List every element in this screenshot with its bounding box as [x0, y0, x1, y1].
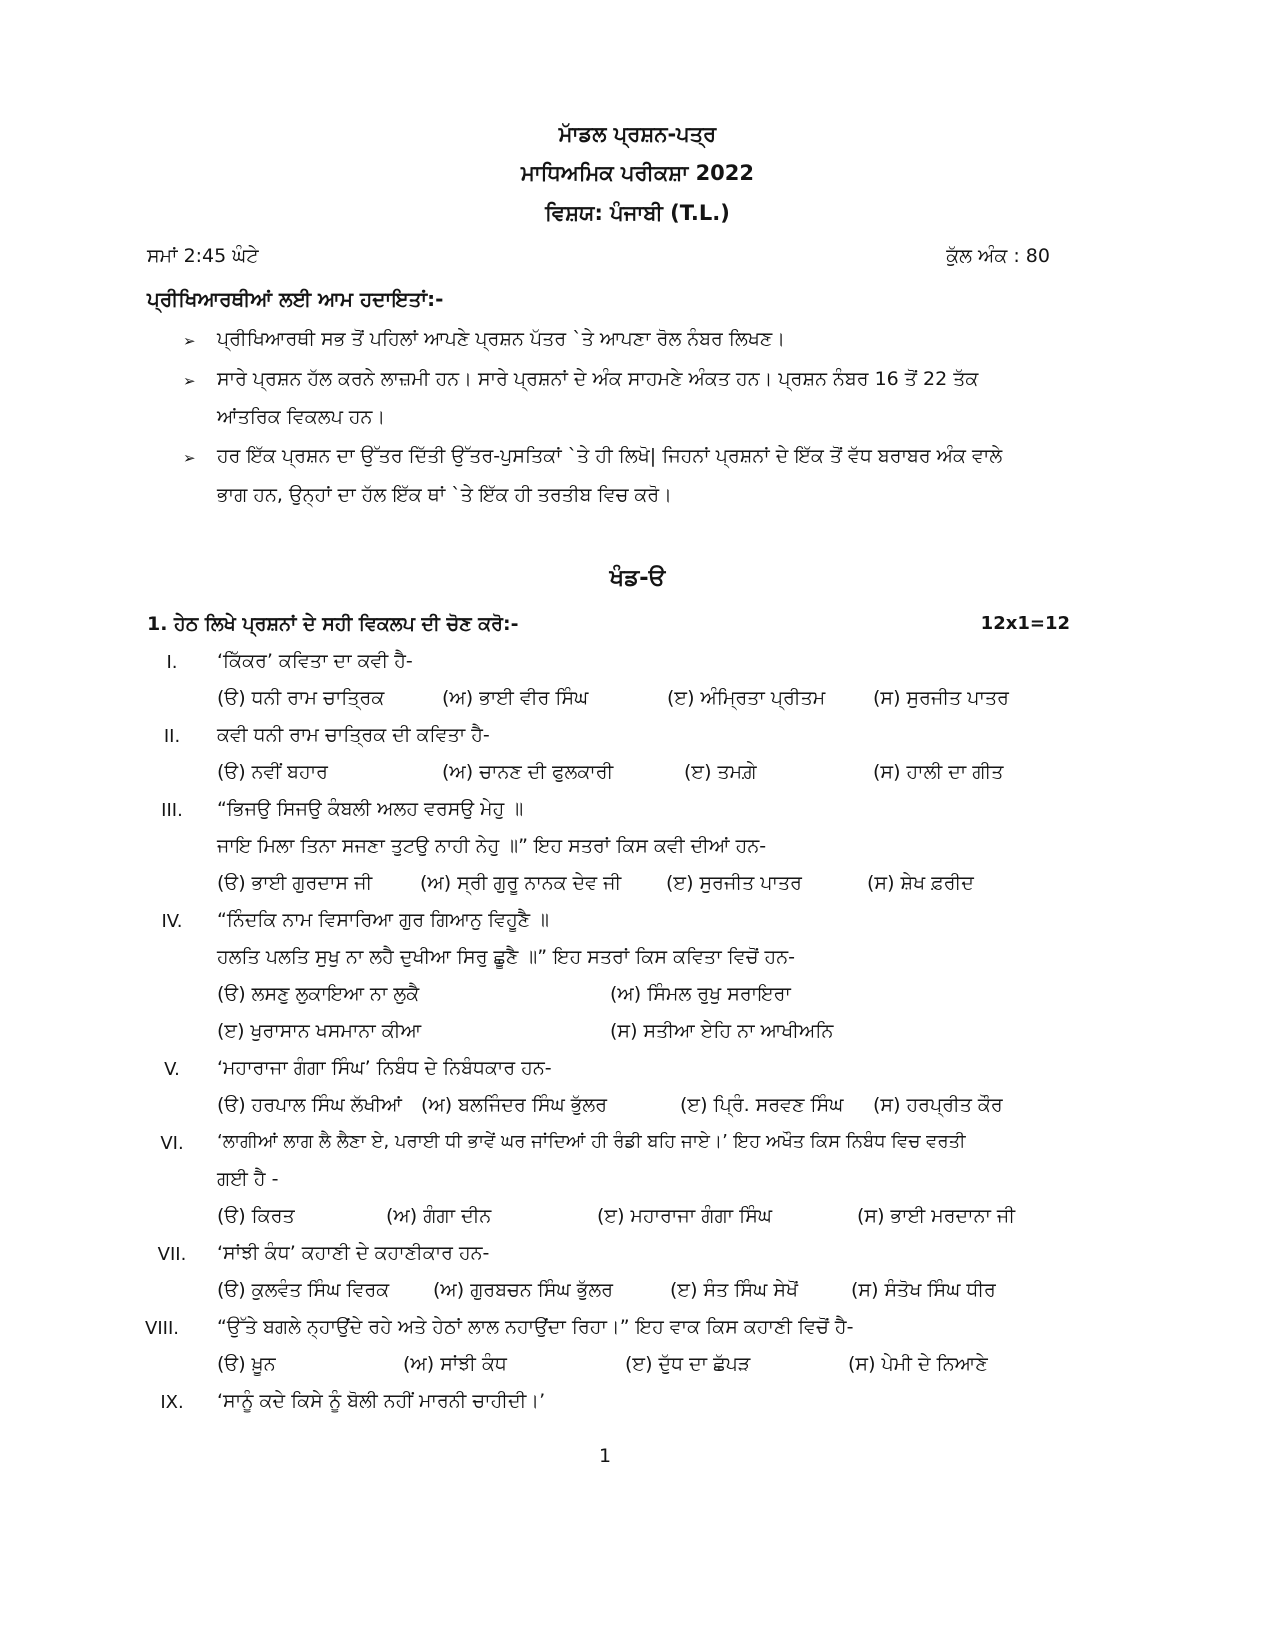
question-text-continued: ਗਈ ਹੈ - [217, 1168, 279, 1190]
option-c: (ੲ) ਤਮਗ਼ੇ [684, 761, 757, 783]
question-number: IV. [161, 911, 183, 932]
option-a: (ੳ) ਕਿਰਤ [217, 1205, 295, 1227]
option-c: (ੲ) ਖੁਰਾਸਾਨ ਖਸਮਾਨਾ ਕੀਆ [217, 1020, 422, 1042]
bullet-arrow-icon: ➢ [183, 332, 196, 350]
instruction-item: ਪ੍ਰੀਖਿਆਰਥੀ ਸਭ ਤੋਂ ਪਹਿਲਾਂ ਆਪਣੇ ਪ੍ਰਸ਼ਨ ਪੱਤਰ `ਤੇ ਆਪਣਾ ਰੋਲ ਨੰਬਰ ਲਿਖਣ। [217, 328, 786, 350]
question-number: VIII. [145, 1318, 179, 1339]
instruction-item-continued: ਭਾਗ ਹਨ, ਉਨ੍ਹਾਂ ਦਾ ਹੱਲ ਇੱਕ ਥਾਂ `ਤੇ ਇੱਕ ਹੀ ਤਰਤੀਬ ਵਿਚ ਕਰੋ। [217, 484, 672, 506]
instruction-item: ਹਰ ਇੱਕ ਪ੍ਰਸ਼ਨ ਦਾ ਉੱਤਰ ਦਿੱਤੀ ਉੱਤਰ-ਪੁਸਤਿਕਾਂ `ਤੇ ਹੀ ਲਿਖੋ| ਜਿਹਨਾਂ ਪ੍ਰਸ਼ਨਾਂ ਦੇ ਇੱਕ ਤੋਂ ਵੱਧ ਬਰਾਬਰ ਅੰਕ ਵਾਲੇ [217, 445, 1003, 467]
question-marks: 12x1=12 [980, 613, 1070, 634]
option-d: (ਸ) ਸੁਰਜੀਤ ਪਾਤਰ [873, 687, 1009, 709]
option-a: (ੳ) ਧਨੀ ਰਾਮ ਚਾਤ੍ਰਿਕ [217, 687, 385, 709]
option-b: (ਅ) ਬਲਜਿੰਦਰ ਸਿੰਘ ਭੁੱਲਰ [421, 1094, 608, 1116]
option-b: (ਅ) ਗੰਗਾ ਦੀਨ [386, 1205, 492, 1227]
question-text-continued: ਜਾਇ ਮਿਲਾ ਤਿਨਾ ਸਜਣਾ ਤੁਟਉ ਨਾਹੀ ਨੇਹੁ ॥” ਇਹ ਸਤਰਾਂ ਕਿਸ ਕਵੀ ਦੀਆਂ ਹਨ- [217, 835, 767, 857]
question-number: IX. [160, 1392, 184, 1413]
instruction-item-continued: ਆਂਤਰਿਕ ਵਿਕਲਪ ਹਨ। [217, 406, 386, 428]
time-allowed: ਸਮਾਂ 2:45 ਘੰਟੇ [147, 245, 259, 267]
option-d: (ਸ) ਸਤੀਆ ਏਹਿ ਨਾ ਆਖੀਅਨਿ [610, 1020, 834, 1042]
question-number: II. [163, 726, 181, 747]
option-c: (ੲ) ਮਹਾਰਾਜਾ ਗੰਗਾ ਸਿੰਘ [597, 1205, 773, 1227]
option-a: (ੳ) ਕੁਲਵੰਤ ਸਿੰਘ ਵਿਰਕ [217, 1279, 390, 1301]
question-text: ‘ਕਿੱਕਰ’ ਕਵਿਤਾ ਦਾ ਕਵੀ ਹੈ- [217, 650, 413, 672]
option-b: (ਅ) ਸ੍ਰੀ ਗੁਰੂ ਨਾਨਕ ਦੇਵ ਜੀ [420, 872, 622, 894]
paper-title: ਮਾੱਡਲ ਪ੍ਰਸ਼ਨ-ਪਤ੍ਰ [558, 122, 717, 146]
bullet-arrow-icon: ➢ [183, 449, 196, 467]
option-d: (ਸ) ਹਰਪ੍ਰੀਤ ਕੌਰ [873, 1094, 1003, 1116]
option-a: (ੳ) ਹਰਪਾਲ ਸਿੰਘ ਲੱਖੀਆਂ [217, 1094, 402, 1116]
option-b: (ਅ) ਸਿੰਮਲ ਰੁਖੁ ਸਰਾਇਰਾ [610, 983, 791, 1005]
option-b: (ਅ) ਗੁਰਬਚਨ ਸਿੰਘ ਭੁੱਲਰ [433, 1279, 614, 1301]
question-number: I. [166, 652, 178, 673]
exam-name: ਮਾਧਿਅਮਿਕ ਪਰੀਕਸ਼ਾ 2022 [520, 161, 755, 185]
option-d: (ਸ) ਪੇਮੀ ਦੇ ਨਿਆਣੇ [848, 1353, 988, 1375]
option-c: (ੲ) ਪ੍ਰਿੰ. ਸਰਵਣ ਸਿੰਘ [680, 1094, 844, 1116]
option-b: (ਅ) ਚਾਨਣ ਦੀ ਫੁਲਕਾਰੀ [442, 761, 614, 783]
option-d: (ਸ) ਹਾਲੀ ਦਾ ਗੀਤ [873, 761, 1004, 783]
instructions-title: ਪ੍ਰੀਖਿਆਰਥੀਆਂ ਲਈ ਆਮ ਹਦਾਇਤਾਂ:- [147, 287, 444, 311]
question-text: ਕਵੀ ਧਨੀ ਰਾਮ ਚਾਤ੍ਰਿਕ ਦੀ ਕਵਿਤਾ ਹੈ- [217, 724, 490, 746]
question-text: “ਉੱਤੇ ਬਗਲੇ ਨ੍ਹਾਉਂਦੇ ਰਹੇ ਅਤੇ ਹੇਠਾਂ ਲਾਲ ਨਹਾਉਂਦਾ ਰਿਹਾ।” ਇਹ ਵਾਕ ਕਿਸ ਕਹਾਣੀ ਵਿਚੋਂ ਹੈ- [217, 1316, 854, 1338]
instruction-item: ਸਾਰੇ ਪ੍ਰਸ਼ਨ ਹੱਲ ਕਰਨੇ ਲਾਜ਼ਮੀ ਹਨ। ਸਾਰੇ ਪ੍ਰਸ਼ਨਾਂ ਦੇ ਅੰਕ ਸਾਹਮਣੇ ਅੰਕਤ ਹਨ। ਪ੍ਰਸ਼ਨ ਨੰਬਰ 16 ਤੋਂ 22 ਤੱਕ [217, 368, 979, 390]
option-c: (ੲ) ਸੁਰਜੀਤ ਪਾਤਰ [666, 872, 802, 894]
section-title: ਖੰਡ-ੳ [609, 565, 666, 591]
option-b: (ਅ) ਭਾਈ ਵੀਰ ਸਿੰਘ [442, 687, 589, 709]
option-a: (ੳ) ਖ਼ੂਨ [217, 1353, 276, 1375]
subject-line: ਵਿਸ਼ਯ: ਪੰਜਾਬੀ (T.L.) [545, 201, 730, 225]
option-a: (ੳ) ਲਸਣੁ ਲੁਕਾਇਆ ਨਾ ਲੁਕੈ [217, 983, 420, 1005]
option-c: (ੲ) ਦੁੱਧ ਦਾ ਛੱਪੜ [625, 1353, 751, 1375]
question-text: ‘ਲਾਗੀਆਂ ਲਾਗ ਲੈ ਲੈਣਾ ਏ, ਪਰਾਈ ਧੀ ਭਾਵੇਂ ਘਰ ਜਾਂਦਿਆਂ ਹੀ ਰੰਡੀ ਬਹਿ ਜਾਏ।’ ਇਹ ਅਖੌਤ ਕਿਸ ਨਿਬੰਧ ਵਿਚ ਵਰਤੀ [217, 1131, 966, 1152]
option-d: (ਸ) ਭਾਈ ਮਰਦਾਨਾ ਜੀ [857, 1205, 1016, 1227]
option-d: (ਸ) ਸ਼ੇਖ ਫ਼ਰੀਦ [867, 872, 974, 894]
question-text-continued: ਹਲਤਿ ਪਲਤਿ ਸੁਖੁ ਨਾ ਲਹੈ ਦੁਖੀਆ ਸਿਰੁ ਛੂਣੈ ॥” ਇਹ ਸਤਰਾਂ ਕਿਸ ਕਵਿਤਾ ਵਿਚੋਂ ਹਨ- [217, 946, 795, 968]
question-text: ‘ਸਾਨੂੰ ਕਦੇ ਕਿਸੇ ਨੂੰ ਬੋਲੀ ਨਹੀਂ ਮਾਰਨੀ ਚਾਹੀਦੀ।’ [217, 1390, 546, 1412]
option-a: (ੳ) ਭਾਈ ਗੁਰਦਾਸ ਜੀ [217, 872, 373, 894]
option-c: (ੲ) ਸੰਤ ਸਿੰਘ ਸੇਖੋਂ [670, 1279, 799, 1301]
total-marks: ਕੁੱਲ ਅੰਕ : 80 [946, 245, 1050, 267]
question-heading: 1. ਹੇਠ ਲਿਖੇ ਪ੍ਰਸ਼ਨਾਂ ਦੇ ਸਹੀ ਵਿਕਲਪ ਦੀ ਚੋਣ ਕਰੋ:- [147, 613, 519, 635]
option-b: (ਅ) ਸਾਂਝੀ ਕੰਧ [403, 1353, 507, 1375]
question-number: III. [161, 800, 183, 821]
page-number: 1 [598, 1445, 612, 1467]
option-a: (ੳ) ਨਵੀਂ ਬਹਾਰ [217, 761, 328, 783]
question-number: VII. [157, 1244, 187, 1265]
question-text: ‘ਮਹਾਰਾਜਾ ਗੰਗਾ ਸਿੰਘ’ ਨਿਬੰਧ ਦੇ ਨਿਬੰਧਕਾਰ ਹਨ- [217, 1057, 552, 1079]
option-c: (ੲ) ਅੰਮ੍ਰਿਤਾ ਪ੍ਰੀਤਮ [667, 687, 826, 709]
question-text: “ਭਿਜਉ ਸਿਜਉ ਕੰਬਲੀ ਅਲਹ ਵਰਸਉ ਮੇਹੁ ॥ [217, 798, 524, 820]
question-number: V. [164, 1059, 180, 1080]
question-text: ‘ਸਾਂਝੀ ਕੰਧ’ ਕਹਾਣੀ ਦੇ ਕਹਾਣੀਕਾਰ ਹਨ- [217, 1242, 490, 1264]
option-d: (ਸ) ਸੰਤੋਖ ਸਿੰਘ ਧੀਰ [851, 1279, 996, 1301]
question-number: VI. [160, 1133, 184, 1154]
question-text: “ਨਿੰਦਕਿ ਨਾਮ ਵਿਸਾਰਿਆ ਗੁਰ ਗਿਆਨੁ ਵਿਹੂਣੈ ॥ [217, 909, 549, 931]
bullet-arrow-icon: ➢ [183, 372, 196, 390]
